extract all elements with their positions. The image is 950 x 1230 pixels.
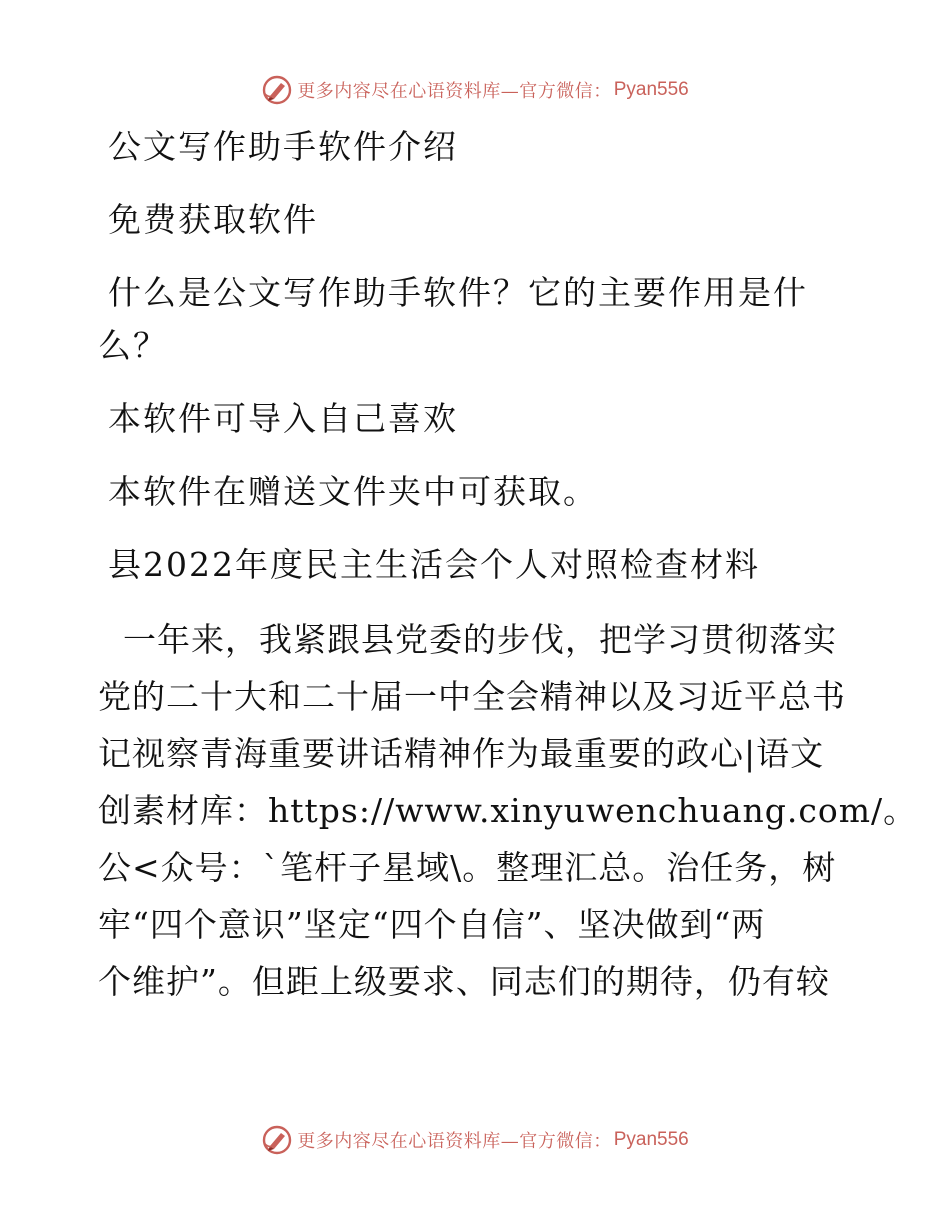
paragraph-line: 牢“四个意识”坚定“四个自信”、坚决做到“两 (98, 905, 766, 944)
paragraph-line: 一年来，我紧跟县党委的步伐，把学习贯彻落实 (123, 620, 837, 659)
header-watermark-banner (0, 70, 950, 110)
paragraph-line: 公<众号：`笔杆子星域\。整理汇总。治任务，树 (98, 848, 837, 887)
paragraph-line: 党的二十大和二十届一中全会精神以及习近平总书 (98, 677, 846, 716)
question-line-1: 什么是公文写作助手软件？它的主要作用是什 (108, 273, 808, 312)
intro-title: 公文写作助手软件介绍 (108, 127, 458, 166)
paragraph-line: 个维护”。但距上级要求、同志们的期待，仍有较 (98, 962, 830, 1001)
document-heading: 县2022年度民主生活会个人对照检查材料 (108, 545, 760, 584)
free-download-line: 免费获取软件 (108, 200, 318, 239)
import-line: 本软件可导入自己喜欢 (108, 399, 458, 438)
paragraph-line: 创素材库：https://www.xinyuwenchuang.com/。 (98, 791, 918, 830)
banner-wechat-id: Pyan556 (613, 1129, 689, 1150)
pen-logo-icon (261, 74, 293, 106)
question-line-2: 么？ (98, 326, 168, 365)
banner-wechat-id: Pyan556 (613, 79, 689, 100)
document-body (98, 120, 918, 1010)
paragraph-line: 记视察青海重要讲话精神作为最重要的政心|语文 (98, 734, 825, 773)
footer-watermark-banner (0, 1120, 950, 1160)
gift-folder-line: 本软件在赠送文件夹中可获取。 (108, 472, 598, 511)
banner-text: 更多内容尽在心语资料库—官方微信： (297, 1131, 612, 1152)
banner-text: 更多内容尽在心语资料库—官方微信： (297, 81, 612, 102)
pen-logo-icon (261, 1124, 293, 1156)
body-paragraph (98, 611, 918, 1010)
